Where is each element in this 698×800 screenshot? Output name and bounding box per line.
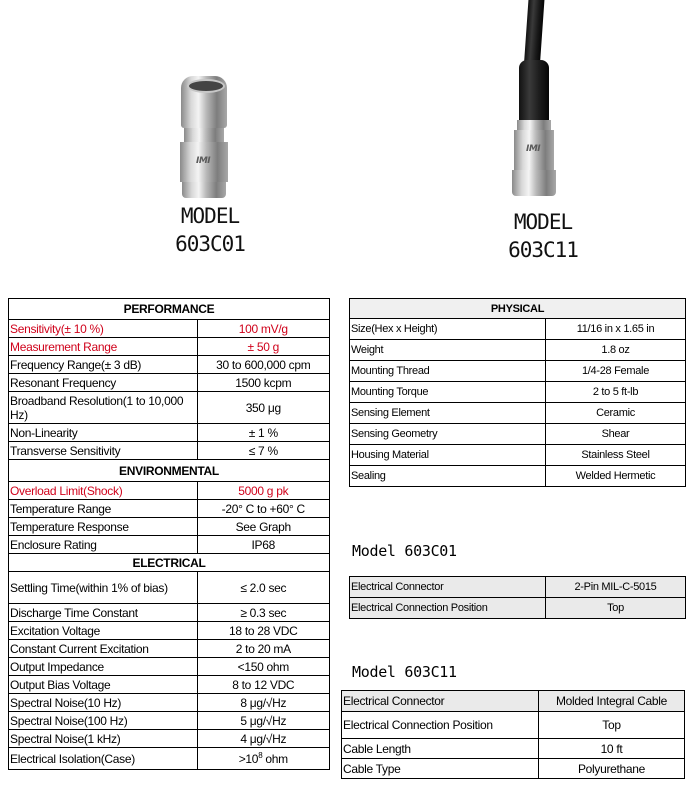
table-row: Electrical Isolation(Case) $>10^8$ ohm <box>9 748 330 770</box>
table-row: Spectral Noise(10 Hz) 8 μg/√Hz <box>9 694 330 712</box>
logo: IMI <box>526 144 541 154</box>
table-row: Temperature Response See Graph <box>9 518 330 536</box>
performance-header: PERFORMANCE <box>9 299 330 320</box>
model-label-603c01 <box>150 202 270 258</box>
model-label-line2: 603C01 <box>175 232 245 256</box>
sensor-base <box>182 182 226 198</box>
physical-table <box>349 298 686 487</box>
model-label-603c11 <box>483 208 603 264</box>
table-row: Discharge Time Constant ≥ 0.3 sec <box>9 604 330 622</box>
table-row: Sensing Element Ceramic <box>350 403 686 424</box>
table-row: Sensitivity(± 10 %) 100 mV/g <box>9 320 330 338</box>
table-row: Sensing Geometry Shear <box>350 424 686 445</box>
table-row: Temperature Range -20° C to +60° C <box>9 500 330 518</box>
table-row: Enclosure Rating IP68 <box>9 536 330 554</box>
table-row: Frequency Range(± 3 dB) 30 to 600,000 cpm <box>9 356 330 374</box>
table-row: Mounting Torque 2 to 5 ft-lb <box>350 382 686 403</box>
model-c01-table <box>349 576 686 619</box>
table-row: Measurement Range ± 50 g <box>9 338 330 356</box>
model-label-line2: 603C11 <box>508 238 578 262</box>
sensor-base <box>512 170 556 196</box>
model-label-line1: MODEL <box>513 210 573 234</box>
table-row: Sealing Welded Hermetic <box>350 466 686 487</box>
table-row: Spectral Noise(1 kHz) 4 μg/√Hz <box>9 730 330 748</box>
cable-strain-relief <box>519 60 549 122</box>
table-row: Spectral Noise(100 Hz) 5 μg/√Hz <box>9 712 330 730</box>
table-row: Electrical Connector Molded Integral Cable <box>342 691 685 712</box>
logo: IMI <box>196 156 211 166</box>
product-image-603c11 <box>508 0 568 200</box>
specs-table <box>8 298 330 770</box>
sensor-collar <box>517 120 551 130</box>
table-row: Electrical Connection Position Top <box>350 598 686 619</box>
table-row: Non-Linearity ± 1 % <box>9 424 330 442</box>
model-c11-table <box>341 690 685 779</box>
table-row: Weight 1.8 oz <box>350 340 686 361</box>
table-row: Broadband Resolution(1 to 10,000 Hz) 350 μg <box>9 392 330 424</box>
table-row: Transverse Sensitivity ≤ 7 % <box>9 442 330 460</box>
table-row: Size(Hex x Height) 11/16 in x 1.65 in <box>350 319 686 340</box>
table-row: Electrical Connection Position Top <box>342 712 685 739</box>
table-row: Cable Length 10 ft <box>342 739 685 759</box>
model-label-line1: MODEL <box>180 204 240 228</box>
model-c01-heading: Model 603C01 <box>352 542 457 560</box>
table-row: Overload Limit(Shock) 5000 g pk <box>9 482 330 500</box>
physical-header: PHYSICAL <box>350 299 686 319</box>
table-row: Excitation Voltage 18 to 28 VDC <box>9 622 330 640</box>
table-row: Settling Time(within 1% of bias) ≤ 2.0 sec <box>9 572 330 604</box>
table-row: Output Impedance <150 ohm <box>9 658 330 676</box>
table-row: Electrical Connector 2-Pin MIL-C-5015 <box>350 577 686 598</box>
product-image-603c01 <box>178 76 230 198</box>
environmental-header: ENVIRONMENTAL <box>9 460 330 482</box>
table-row: Constant Current Excitation 2 to 20 mA <box>9 640 330 658</box>
table-row: Housing Material Stainless Steel <box>350 445 686 466</box>
table-row: Resonant Frequency 1500 kcpm <box>9 374 330 392</box>
model-c11-heading: Model 603C11 <box>352 663 457 681</box>
connector-opening <box>187 79 225 93</box>
sensor-waist <box>184 128 224 142</box>
electrical-header: ELECTRICAL <box>9 554 330 572</box>
table-row: Mounting Thread 1/4-28 Female <box>350 361 686 382</box>
table-row: Cable Type Polyurethane <box>342 759 685 779</box>
isolation-value: $>10^8$ ohm <box>197 748 329 770</box>
table-row: Output Bias Voltage 8 to 12 VDC <box>9 676 330 694</box>
